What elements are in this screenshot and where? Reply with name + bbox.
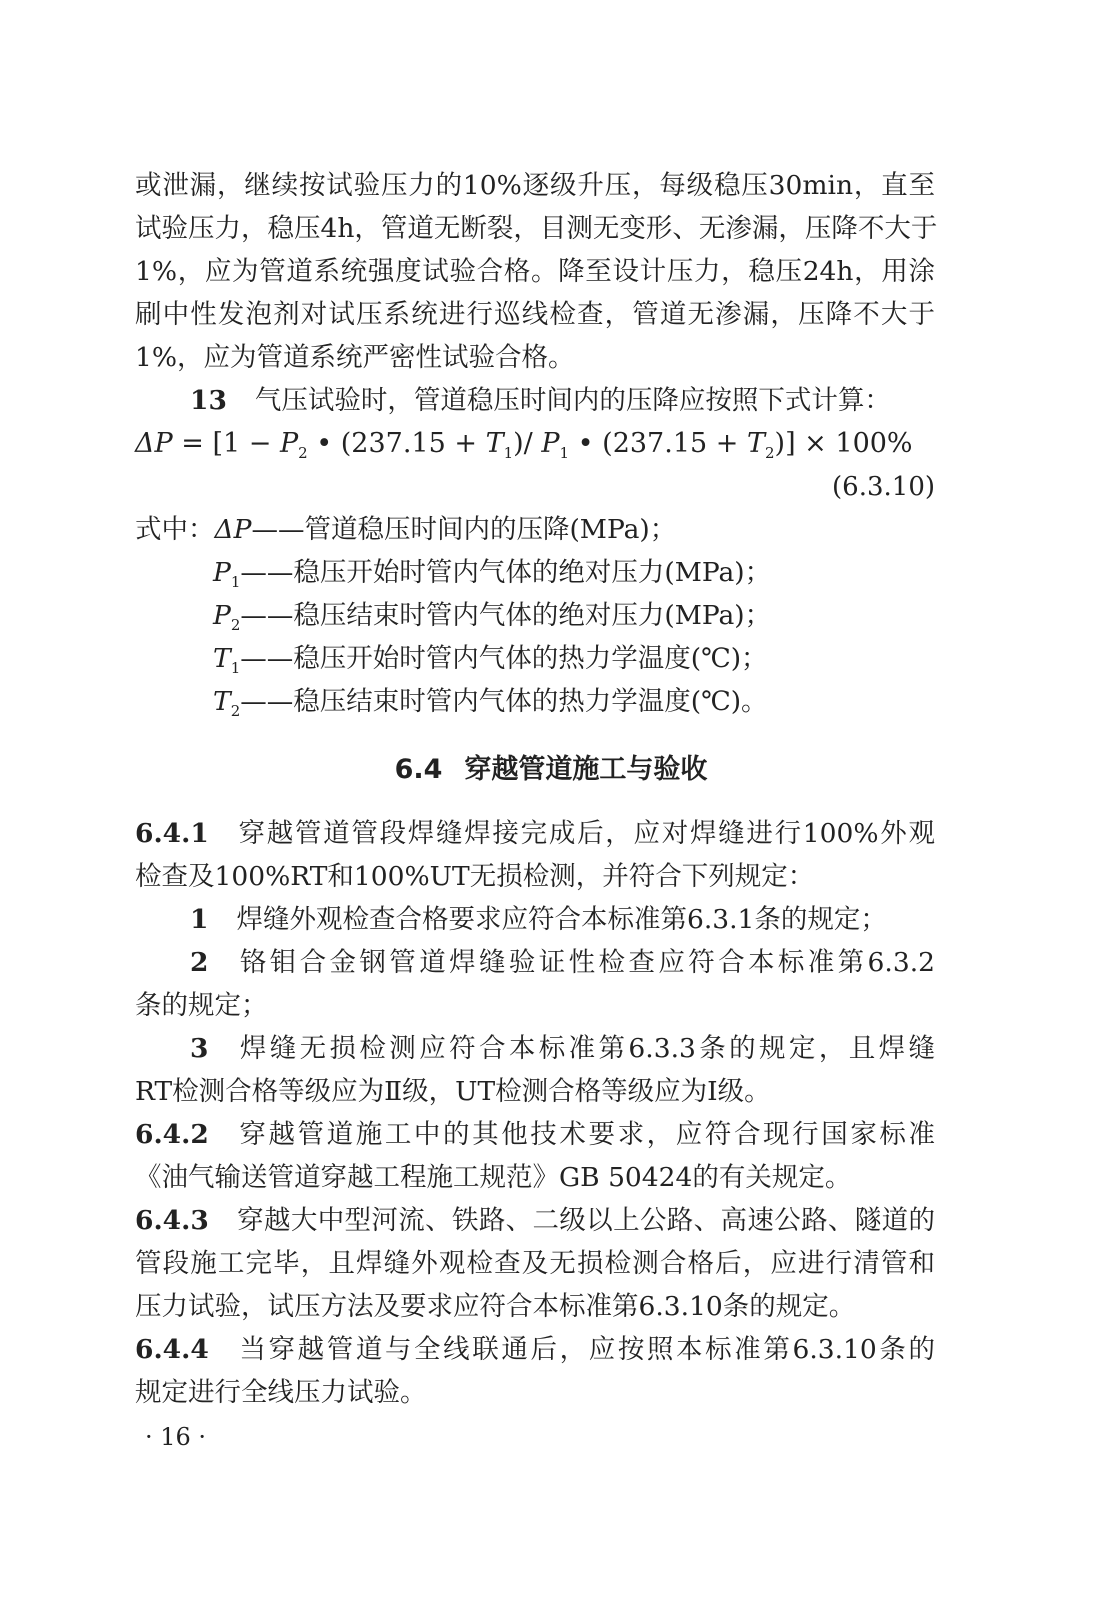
variable-symbol: P [213,600,231,631]
variable-description: ——稳压结束时管内气体的绝对压力(MPa)； [240,600,772,631]
formula-symbol-t: T [746,428,765,459]
variable-subscript: 2 [230,702,241,720]
clause-text: 穿越大中型河流、铁路、二级以上公路、高速公路、隧道的 [236,1205,935,1236]
list-item-13 [190,384,935,418]
clause-6-4-2 [135,1118,935,1152]
paragraph-line: 管段施工完毕，且焊缝外观检查及无损检测合格后，应进行清管和 [135,1248,935,1279]
variable-definition [213,685,768,728]
section-heading [0,752,1102,788]
formula-symbol-p: P [279,428,299,459]
paragraph-line: 或泄漏，继续按试验压力的10%逐级升压，每级稳压30min，直至 [135,170,935,201]
list-item [190,946,935,980]
formula-subscript: 2 [764,444,775,462]
clause-number: 6.4.3 [135,1205,209,1236]
paragraph-line: 1%，应为管道系统严密性试验合格。 [135,342,575,373]
variable-symbol: P [213,557,231,588]
item-number: 2 [190,947,209,978]
page-number: · 16 · [145,1423,207,1451]
clause-number: 6.4.4 [135,1334,209,1365]
section-number: 6.4 [394,754,443,785]
clause-text: 穿越管道管段焊缝焊接完成后，应对焊缝进行100%外观 [236,818,935,849]
list-item [190,903,935,937]
item-number: 1 [190,904,209,935]
variable-definition [213,642,768,685]
item-text: 焊缝外观检查合格要求应符合本标准第6.3.1条的规定； [236,904,887,935]
variable-description: ——稳压结束时管内气体的热力学温度(℃)。 [240,686,768,717]
variable-definition [213,556,771,599]
paragraph-line: 试验压力，稳压4h，管道无断裂，目测无变形、无渗漏，压降不大于 [135,213,938,244]
variable-subscript: 1 [230,659,241,677]
clause-6-4-1 [135,817,935,851]
variable-description: ——稳压开始时管内气体的绝对压力(MPa)； [240,557,772,588]
variable-subscript: 1 [230,573,241,591]
clause-number: 6.4.2 [135,1119,209,1150]
formula [135,427,935,470]
equation-number: (6.3.10) [832,472,935,502]
paragraph-line: 条的规定； [135,990,268,1021]
formula-part: )] × 100% [774,428,913,459]
clause-text: 穿越管道施工中的其他技术要求，应符合现行国家标准 [236,1119,935,1150]
list-item [190,1032,935,1066]
variable-definition [213,599,771,642]
section-title: 穿越管道施工与验收 [464,754,708,785]
paragraph-line: 《油气输送管道穿越工程施工规范》GB 50424的有关规定。 [135,1162,852,1193]
variables-prefix: 式中： [135,514,215,545]
variable-description: ——稳压开始时管内气体的热力学温度(℃)； [240,643,768,674]
formula-part: • (237.15 + [307,428,486,459]
paragraph-line: 1%，应为管道系统强度试验合格。降至设计压力，稳压24h，用涂 [135,256,935,287]
formula-part: )/ [513,428,542,459]
item-text: 铬钼合金钢管道焊缝验证性检查应符合本标准第6.3.2 [236,947,935,978]
clause-text: 当穿越管道与全线联通后，应按照本标准第6.3.10条的 [236,1334,935,1365]
item-text: 气压试验时，管道稳压时间内的压降应按照下式计算： [254,385,891,416]
formula-part: = [1 − [172,428,280,459]
formula-symbol-p: P [541,428,560,459]
formula-delta-p: ΔP [135,428,173,459]
paragraph-line: RT检测合格等级应为Ⅱ级，UT检测合格等级应为Ⅰ级。 [135,1076,771,1107]
variable-definition [135,513,676,547]
paragraph-line: 压力试验，试压方法及要求应符合本标准第6.3.10条的规定。 [135,1291,856,1322]
formula-part: • (237.15 + [569,428,747,459]
item-number: 13 [190,385,227,416]
variable-symbol: ΔP [214,514,252,545]
formula-subscript: 1 [503,444,514,462]
clause-6-4-4 [135,1333,935,1367]
variable-symbol: T [213,643,231,674]
formula-subscript: 2 [298,444,308,462]
item-number: 3 [190,1033,209,1064]
paragraph-line: 规定进行全线压力试验。 [135,1377,427,1408]
clause-6-4-3 [135,1204,935,1238]
formula-symbol-t: T [485,428,504,459]
clause-number: 6.4.1 [135,818,209,849]
paragraph-line: 刷中性发泡剂对试压系统进行巡线检查，管道无渗漏，压降不大于 [135,299,935,330]
paragraph-line: 检查及100%RT和100%UT无损检测，并符合下列规定： [135,861,815,892]
formula-subscript: 1 [559,444,570,462]
variable-subscript: 2 [230,616,241,634]
variable-symbol: T [213,686,231,717]
variable-description: ——管道稳压时间内的压降(MPa)； [251,514,677,545]
item-text: 焊缝无损检测应符合本标准第6.3.3条的规定，且焊缝 [236,1033,935,1064]
